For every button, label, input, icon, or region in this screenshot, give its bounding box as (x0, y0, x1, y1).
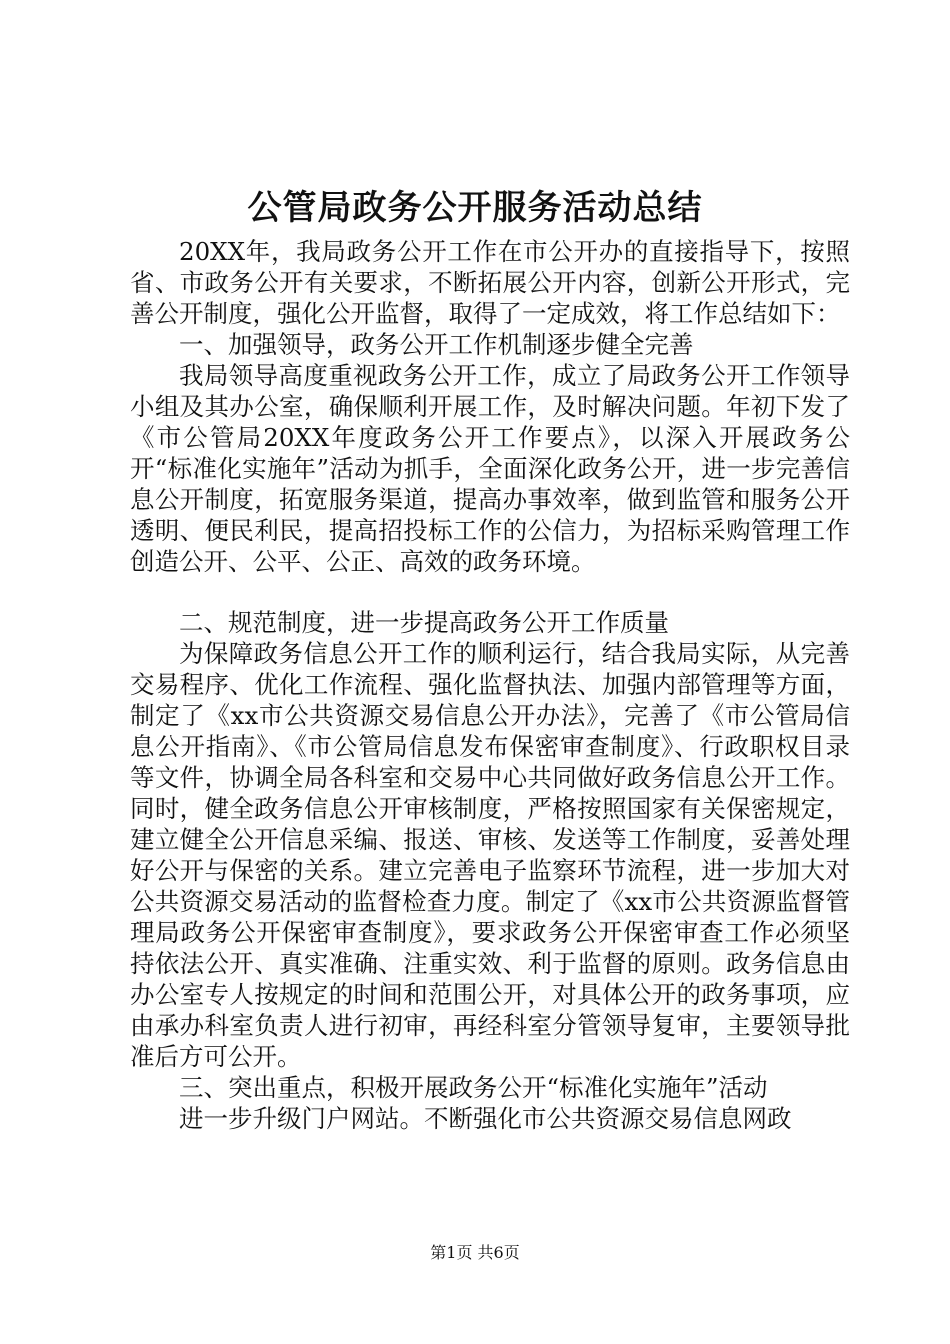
section-1-paragraph: 我局领导高度重视政务公开工作，成立了局政务公开工作领导小组及其办公室，确保顺利开展工作，及时解决问题。年初下发了《市公管局20XX年度政务公开工作要点》，以深入开展政务公开“标准化实施年”活动为抓手，全面深化政务公开，进一步完善信息公开制度，拓宽服务渠道，提高办事效率，做到监管和服务公开透明、便民利民，提高招投标工作的公信力，为招标采购管理工作创造公开、公平、公正、高效的政务环境。 (130, 361, 850, 576)
intro-paragraph: 20XX年，我局政务公开工作在市公开办的直接指导下，按照省、市政务公开有关要求，不断拓展公开内容，创新公开形式，完善公开制度，强化公开监督，取得了一定成效，将工作总结如下： (130, 237, 850, 328)
section-heading-3: 三、突出重点，积极开展政务公开“标准化实施年”活动 (179, 1073, 768, 1102)
section-2-paragraph: 为保障政务信息公开工作的顺利运行，结合我局实际，从完善交易程序、优化工作流程、强化监督执法、加强内部管理等方面，制定了《xx市公共资源交易信息公开办法》，完善了《市公管局信息公开指南》、《市公管局信息发布保密审查制度》、行政职权目录等文件，协调全局各科室和交易中心共同做好政务信息公开工作。同时，健全政务信息公开审核制度，严格按照国家有关保密规定，建立健全公开信息采编、报送、审核、发送等工作制度，妥善处理好公开与保密的关系。建立完善电子监察环节流程，进一步加大对公共资源交易活动的监督检查力度。制定了《xx市公共资源监督管理局政务公开保密审查制度》，要求政务公开保密审查工作必须坚持依法公开、真实准确、注重实效、利于监督的原则。政务信息由办公室专人按规定的时间和范围公开，对具体公开的政务事项，应由承办科室负责人进行初审，再经科室分管领导复审，主要领导批准后方可公开。 (130, 639, 850, 1071)
section-heading-2: 二、规范制度，进一步提高政务公开工作质量 (179, 608, 669, 637)
document-title: 公管局政务公开服务活动总结 (247, 188, 703, 228)
section-heading-1: 一、加强领导，政务公开工作机制逐步健全完善 (179, 330, 694, 359)
document-body (130, 236, 850, 1134)
section-3-paragraph: 进一步升级门户网站。不断强化市公共资源交易信息网政 (179, 1104, 792, 1133)
paragraph-gap (130, 577, 850, 607)
page-footer: 第1页 共6页 (430, 1243, 520, 1262)
